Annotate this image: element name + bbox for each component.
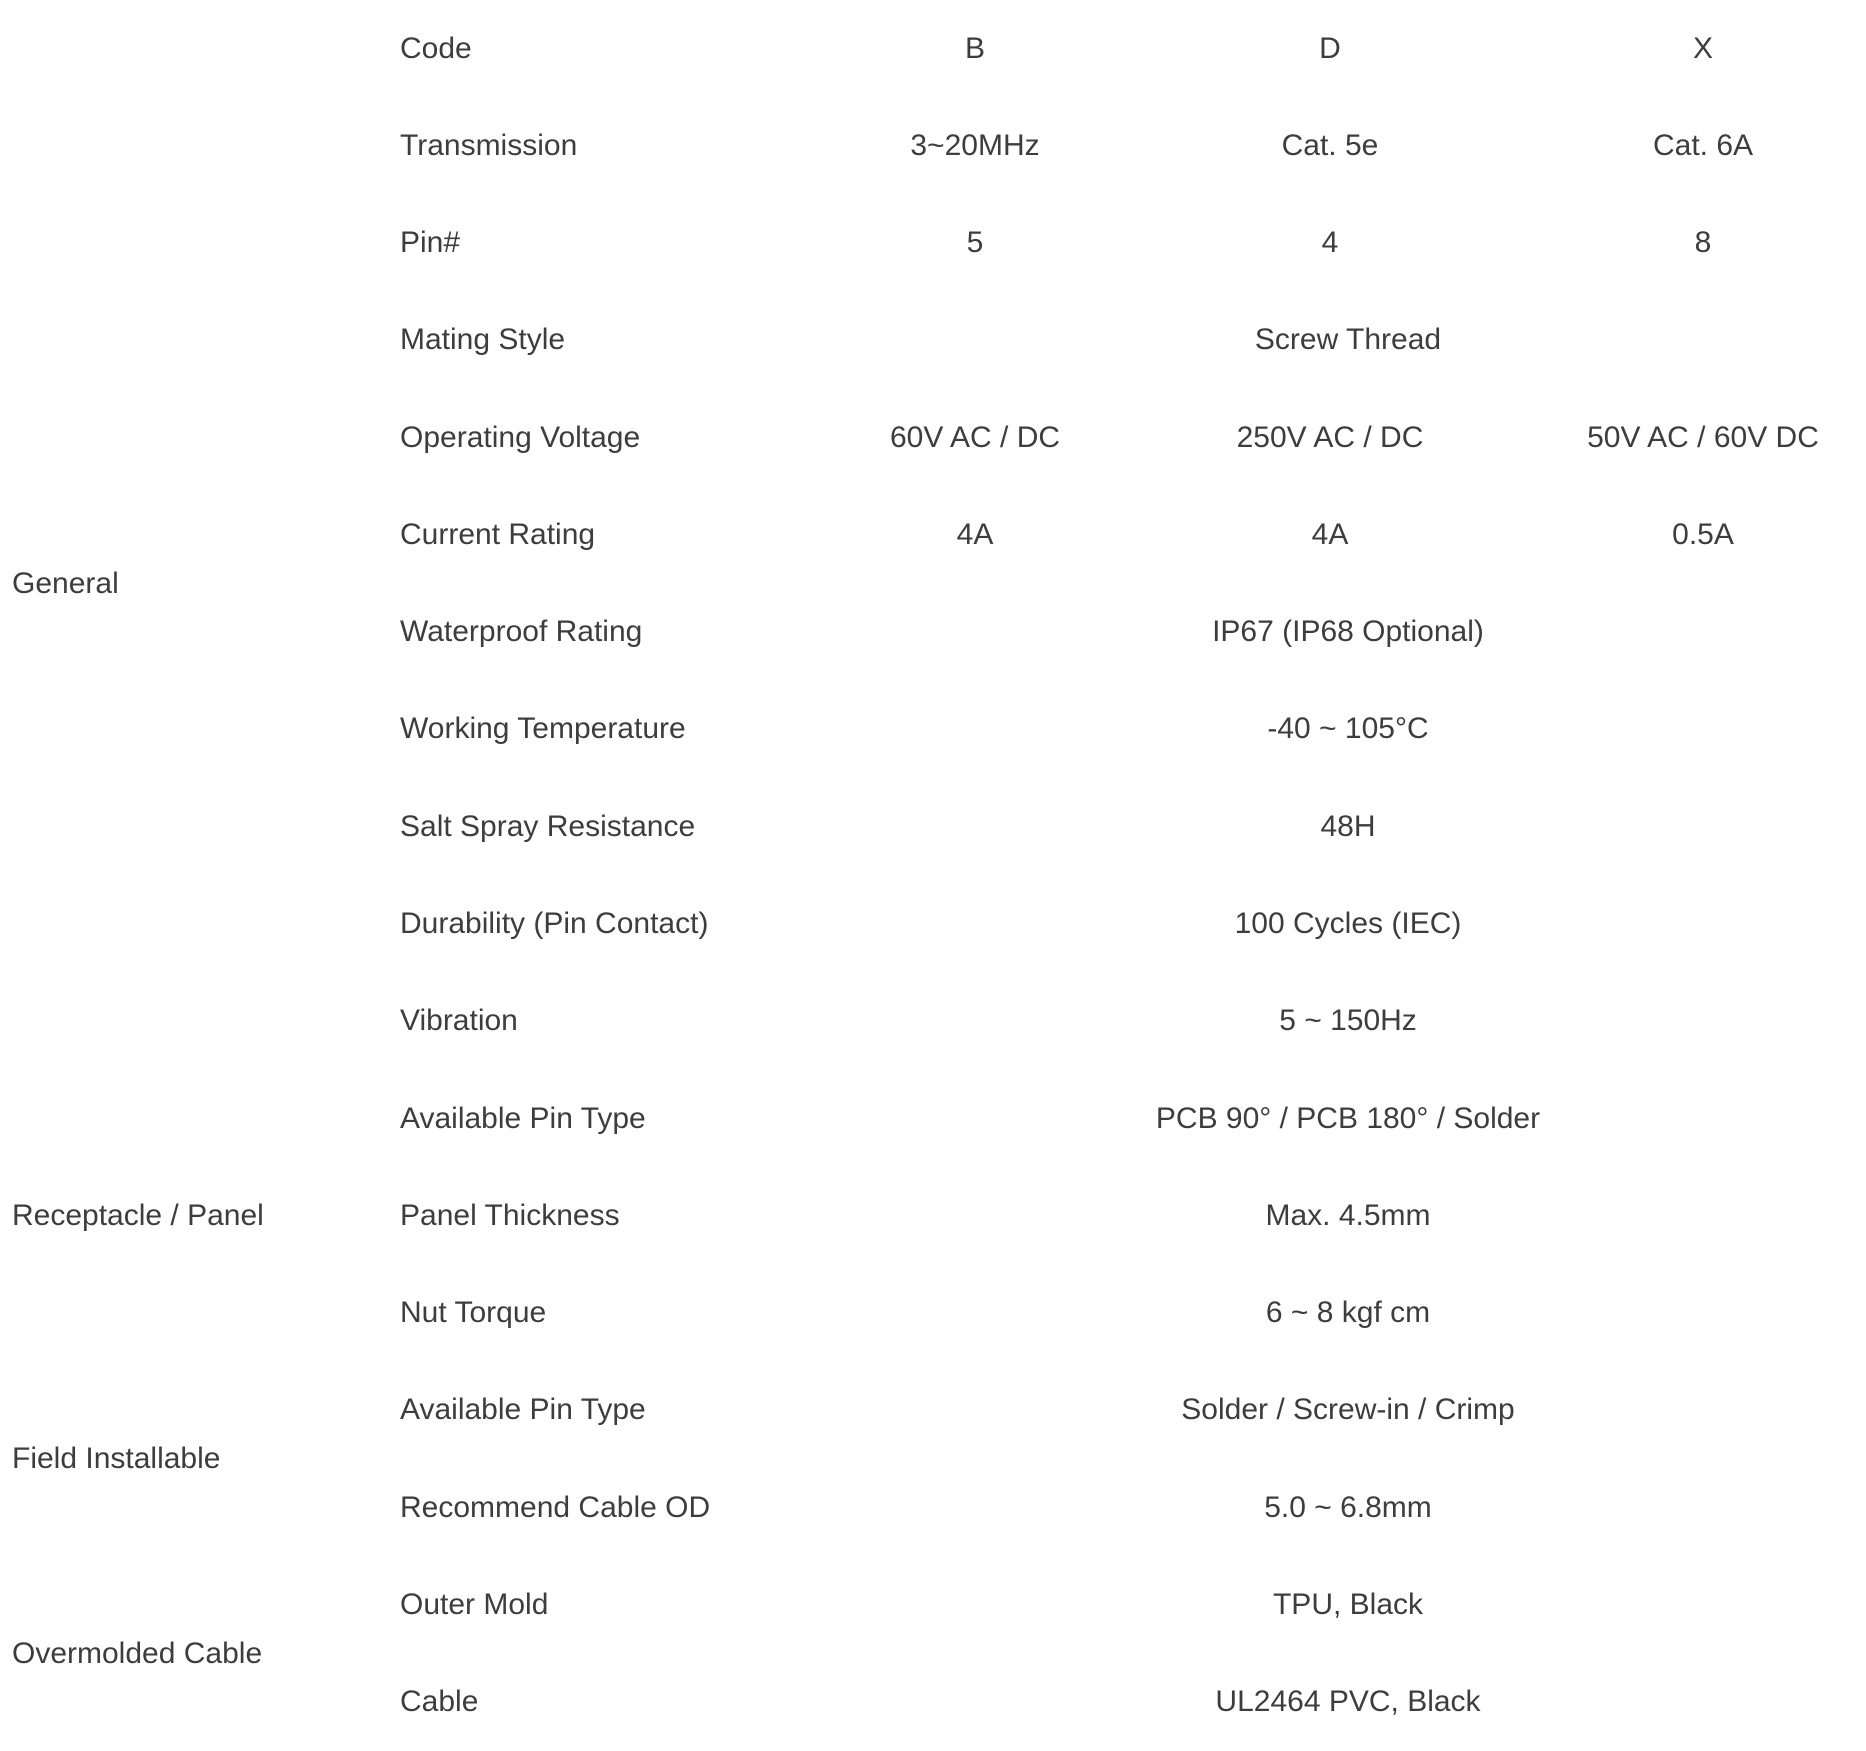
- value-d: 250V AC / DC: [1236, 420, 1424, 454]
- code-x-header: X: [1692, 31, 1713, 65]
- value-b: 5: [966, 226, 984, 260]
- value-all: TPU, Black: [1272, 1587, 1424, 1621]
- value-d: 4A: [1311, 517, 1349, 551]
- property-label: Durability (Pin Contact): [400, 907, 709, 941]
- group-label-overmolded: Overmolded Cable: [12, 1636, 263, 1670]
- value-all: 5.0 ~ 6.8mm: [1264, 1490, 1432, 1524]
- property-label: Code: [400, 31, 472, 65]
- property-label: Vibration: [400, 1004, 518, 1038]
- property-label: Salt Spray Resistance: [400, 809, 696, 843]
- value-all: PCB 90° / PCB 180° / Solder: [1155, 1101, 1541, 1135]
- property-label: Nut Torque: [400, 1296, 547, 1330]
- property-label: Current Rating: [400, 517, 596, 551]
- value-x: 50V AC / 60V DC: [1587, 420, 1819, 454]
- property-label: Operating Voltage: [400, 420, 641, 454]
- group-label-field: Field Installable: [12, 1441, 221, 1475]
- value-all: IP67 (IP68 Optional): [1212, 615, 1484, 649]
- value-b: 4A: [956, 517, 994, 551]
- value-b: 3~20MHz: [910, 128, 1040, 162]
- value-d: 4: [1321, 226, 1339, 260]
- value-all: Max. 4.5mm: [1265, 1198, 1431, 1232]
- code-b-header: B: [964, 31, 985, 65]
- value-all: UL2464 PVC, Black: [1215, 1685, 1481, 1719]
- value-b: 60V AC / DC: [889, 420, 1061, 454]
- property-label: Transmission: [400, 128, 578, 162]
- empty-group-cell: [0, 0, 400, 97]
- value-x: 8: [1694, 226, 1712, 260]
- table-row: [0, 97, 1866, 194]
- table-row-code: [0, 0, 1866, 97]
- property-label: Available Pin Type: [400, 1101, 646, 1135]
- table-row: [0, 1556, 1866, 1653]
- property-label: Recommend Cable OD: [400, 1490, 711, 1524]
- value-all: Solder / Screw-in / Crimp: [1181, 1393, 1515, 1427]
- value-all: 5 ~ 150Hz: [1279, 1004, 1417, 1038]
- value-d: Cat. 5e: [1281, 128, 1379, 162]
- value-all: Screw Thread: [1254, 323, 1442, 357]
- value-x: 0.5A: [1672, 517, 1734, 551]
- property-label: Available Pin Type: [400, 1393, 646, 1427]
- property-label: Waterproof Rating: [400, 615, 643, 649]
- table-row: [0, 1362, 1866, 1459]
- group-label-general: General: [12, 566, 119, 600]
- property-label: Mating Style: [400, 323, 566, 357]
- code-d-header: D: [1319, 31, 1341, 65]
- value-all: 100 Cycles (IEC): [1234, 907, 1462, 941]
- table-row: [0, 1070, 1866, 1167]
- value-all: 6 ~ 8 kgf cm: [1265, 1296, 1431, 1330]
- property-label: Pin#: [400, 226, 461, 260]
- property-label: Outer Mold: [400, 1587, 549, 1621]
- value-x: Cat. 6A: [1652, 128, 1754, 162]
- value-all: -40 ~ 105°C: [1267, 712, 1429, 746]
- group-label-receptacle: Receptacle / Panel: [12, 1198, 264, 1232]
- value-all: 48H: [1320, 809, 1376, 843]
- property-label: Working Temperature: [400, 712, 686, 746]
- property-label: Panel Thickness: [400, 1198, 620, 1232]
- property-label: Cable: [400, 1685, 479, 1719]
